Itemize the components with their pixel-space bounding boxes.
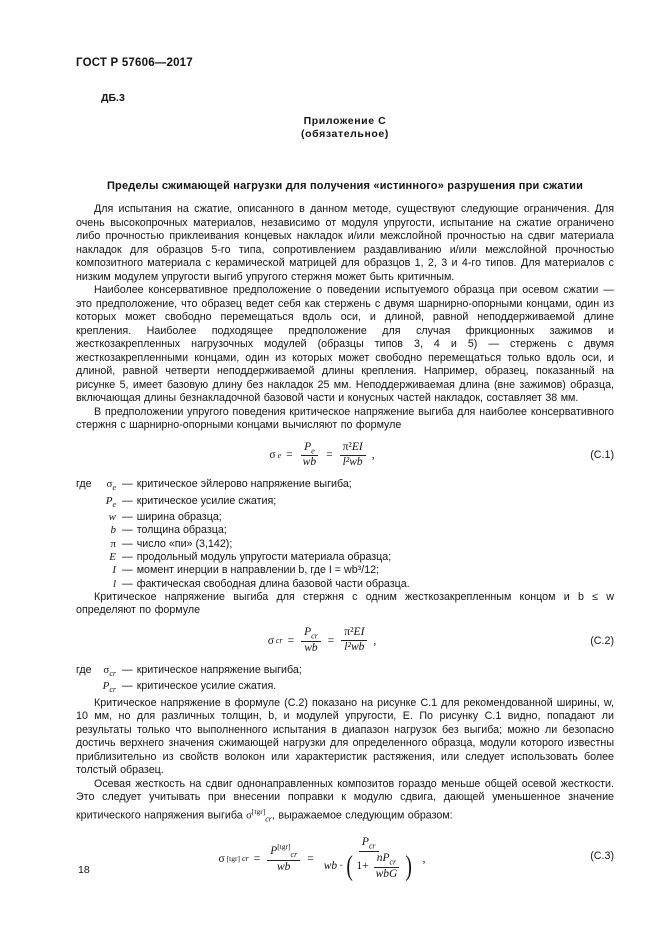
- numerator-subscript: cr: [290, 850, 298, 860]
- comma: ,: [371, 449, 375, 462]
- sigma-subscript: cr: [275, 636, 283, 646]
- definition-row: [76, 538, 614, 551]
- appendix-heading: [76, 115, 614, 141]
- formula-c2: [76, 626, 614, 656]
- equals-sign: =: [253, 852, 261, 865]
- term-symbol: σ: [103, 663, 110, 676]
- cr-subscript: cr: [242, 854, 249, 864]
- paragraph-assumptions: Наиболее консервативное предположение о поведении испытуемого образца при осевом сжатии — это предположение, что образец ведет себя как стержень с двумя шарнирно-опорными концами, один из которых может свободно перемещаться вдоль оси, и длиной, равной неподдерживаемой длине крепления. Наиболее подходящее предположение для случая фрикционных зажимов и жесткозакрепленных нагрузочных модулей (образцы типов 3, 4 и 5) — стержень с двумя жесткозакрепленными концами, один из которых может свободно перемещаться только вдоль оси, и длиной, равной четверти неподдерживаемой длины крепления. Например, образец, показанный на рисунке 5, имеет базовую длину без накладок 25 мм. Неподдерживаемая длина (вне зажимов) образца, включающая длины безнакладочной базовой части и конусных частей накладок, составляет 38 мм.: [76, 284, 614, 404]
- numerator: EI: [353, 626, 365, 639]
- page-content: [76, 57, 614, 885]
- formula-c1-label: (С.1): [590, 449, 614, 462]
- fraction: [321, 836, 417, 882]
- appendix-title: Приложение С: [303, 115, 387, 127]
- dash: —: [122, 551, 133, 564]
- paragraph-clamped-intro: Критическое напряжение выгиба для стержня с одним жесткозакрепленным концом и b ≤ w определяют по формуле: [76, 590, 614, 617]
- numerator-subscript: cr: [311, 631, 318, 641]
- inner-denominator: wbG: [375, 867, 398, 880]
- term-subscript: cr: [109, 685, 116, 695]
- denominator: wb: [276, 861, 291, 874]
- numerator: P: [270, 845, 278, 858]
- numerator: EI: [351, 441, 363, 454]
- definition-list-c2: [76, 664, 614, 697]
- sigma-subscript: e: [277, 450, 282, 460]
- where-label: где: [76, 663, 92, 676]
- term-symbol: P: [102, 680, 110, 693]
- fraction: [340, 441, 366, 470]
- comma: ,: [373, 634, 377, 647]
- wb-term: wb: [323, 859, 338, 872]
- definition-row: [76, 564, 614, 577]
- paragraph-figure-discussion: Критическое напряжение в формуле (С.2) показано на рисунке С.1 для рекомендованной ширины, w, 10 мм, но для различных толщин, b, и модулей упругости, Е. По рисунку С.1 видно, попадают ли результаты только что выполненного испытания в диапазон нагрузок без выгиба; можно ли безопасно достичь верхнего значения сжимающей нагрузки для определенного образца, модули которого известны приблизительно из свойств волокон или характеристик растяжения, или следует использовать более толстый образец.: [76, 696, 614, 777]
- term-symbol: w: [108, 511, 116, 524]
- page-number: 18: [78, 864, 90, 876]
- definition-row: [76, 495, 614, 511]
- denominator: wb: [304, 641, 318, 654]
- dash: —: [122, 564, 133, 577]
- definition-row: [76, 551, 614, 564]
- term-symbol: σ: [106, 478, 113, 491]
- document-code: ГОСТ Р 57606—2017: [76, 57, 193, 69]
- pi-squared: π²: [342, 441, 352, 454]
- formula-c1: [76, 441, 614, 471]
- dash: —: [122, 577, 133, 590]
- definition-row: [76, 478, 614, 494]
- term-symbol: b: [110, 524, 116, 537]
- pi-squared: π²: [344, 626, 354, 639]
- equals-sign: =: [326, 449, 333, 462]
- term-description: фактическая свободная длина базовой части образца.: [136, 577, 410, 590]
- definition-row: [76, 511, 614, 524]
- paragraph-limitations: Для испытания на сжатие, описанного в данном методе, существуют следующие ограничения. Для очень высокопрочных материалов, независимо от модуля упругости, испытание на сжатие ограничено либо прочностью приклеивания концевых накладок и/или межслойной прочностью на сдвиг материала накладок для образцов 5-го типа, сопротивлением раздавливанию и/или межслойной прочностью композитного материала с керамической матрицей для образцов 1, 2, 3 и 4-го типов. Для материалов с низким модулем упругости выгиб упругого стержня может быть критичным.: [76, 203, 614, 283]
- term-description: критическое усилие сжатия.: [136, 680, 277, 693]
- term-description: момент инерции в направлении b, где I = wb³/12;: [136, 564, 380, 577]
- comma: ,: [422, 852, 426, 865]
- fraction: [300, 441, 319, 471]
- cr-subscript: cr: [265, 814, 272, 824]
- one-plus: 1+: [356, 859, 369, 872]
- formula-c3-body: [76, 836, 568, 882]
- sigma-symbol: σ: [267, 634, 274, 647]
- numerator: P: [304, 440, 312, 453]
- dash: —: [122, 680, 133, 693]
- paragraph-euler-intro: В предположении упругого поведения критическое напряжение выгиба для наиболее консервативного стержня с шарнирно-опорными концами вычисляют по формуле: [76, 405, 614, 431]
- formula-c2-body: [76, 626, 568, 656]
- term-description: толщина образца;: [136, 524, 227, 537]
- page-title: Пределы сжимающей нагрузки для получения «истинного» разрушения при сжатии: [106, 180, 584, 192]
- formula-c1-body: [76, 441, 568, 471]
- term-subscript: e: [112, 483, 116, 493]
- denominator: l²wb: [342, 455, 363, 468]
- equals-sign: =: [286, 449, 293, 462]
- fraction: [267, 842, 300, 875]
- sigma-symbol: σ: [269, 449, 276, 462]
- term-symbol: π: [110, 537, 116, 550]
- term-symbol: l: [112, 577, 116, 590]
- definition-row: [76, 680, 614, 696]
- tgr-superscript: [tgr]: [277, 842, 291, 852]
- term-symbol: P: [105, 494, 113, 507]
- definition-list-c1: [76, 478, 614, 591]
- formula-c2-label: (С.2): [590, 634, 614, 647]
- term-subscript: cr: [109, 668, 116, 678]
- term-description: критическое эйлерово напряжение выгиба;: [136, 478, 352, 491]
- definition-row: [76, 524, 614, 537]
- numerator-subscript: e: [311, 445, 315, 455]
- formula-c3: [76, 836, 614, 882]
- paragraph-text: , выражаемое следующим образом:: [271, 809, 453, 822]
- inner-numerator-subscript: cr: [389, 856, 397, 866]
- term-symbol: E: [109, 551, 116, 564]
- formula-c3-label: (С.3): [590, 849, 614, 862]
- fraction: [301, 626, 321, 656]
- where-label: где: [76, 478, 92, 491]
- inner-fraction: [373, 852, 401, 882]
- tgr-superscript: [tgr]: [251, 806, 266, 816]
- dash: —: [122, 537, 133, 550]
- term-subscript: e: [112, 499, 116, 509]
- term-description: ширина образца;: [136, 511, 222, 524]
- dash: —: [122, 494, 133, 507]
- numerator-subscript: cr: [368, 841, 376, 851]
- equals-sign: =: [327, 634, 335, 647]
- numerator: P: [361, 835, 369, 848]
- fraction: [341, 626, 367, 655]
- denominator: wb: [302, 456, 317, 469]
- equals-sign: =: [287, 634, 295, 647]
- term-description: критическое усилие сжатия;: [136, 494, 277, 507]
- dash: —: [122, 511, 133, 524]
- numerator: P: [304, 625, 312, 638]
- dash: —: [122, 524, 133, 537]
- appendix-subtitle: (обязательное): [301, 128, 389, 140]
- term-description: число «пи» (3,142);: [136, 537, 233, 550]
- sigma-symbol: σ: [218, 852, 225, 865]
- tgr-superscript: [tgr]: [226, 854, 241, 864]
- dash: —: [122, 478, 133, 491]
- definition-row: [76, 664, 614, 680]
- term-symbol: I: [112, 564, 116, 577]
- inner-numerator: nP: [376, 851, 390, 864]
- multiplication-dot: ·: [339, 859, 343, 872]
- dash: —: [122, 663, 133, 676]
- paragraph-text: Осевая жесткость на сдвиг однонаправленных композитов гораздо меньше общей осевой жесткости. Это следует учитывать при внесении поправки к модулю сдвига, дающей уменьшенное значение критического напряжения выгиба: [76, 777, 614, 822]
- paragraph-shear-stiffness: [76, 778, 614, 826]
- term-description: критическое напряжение выгиба;: [136, 663, 302, 676]
- equals-sign: =: [307, 852, 314, 865]
- denominator-group: wb · ( 1+ $\frac{nP_{cr}}{\text{wbG}}$ ): [323, 850, 413, 882]
- section-label: ДБ.3: [101, 92, 125, 104]
- definition-row: [76, 578, 614, 591]
- term-description: продольный модуль упругости материала образца;: [136, 551, 392, 564]
- denominator: l²wb: [344, 641, 365, 654]
- sigma-symbol: σ: [246, 809, 252, 822]
